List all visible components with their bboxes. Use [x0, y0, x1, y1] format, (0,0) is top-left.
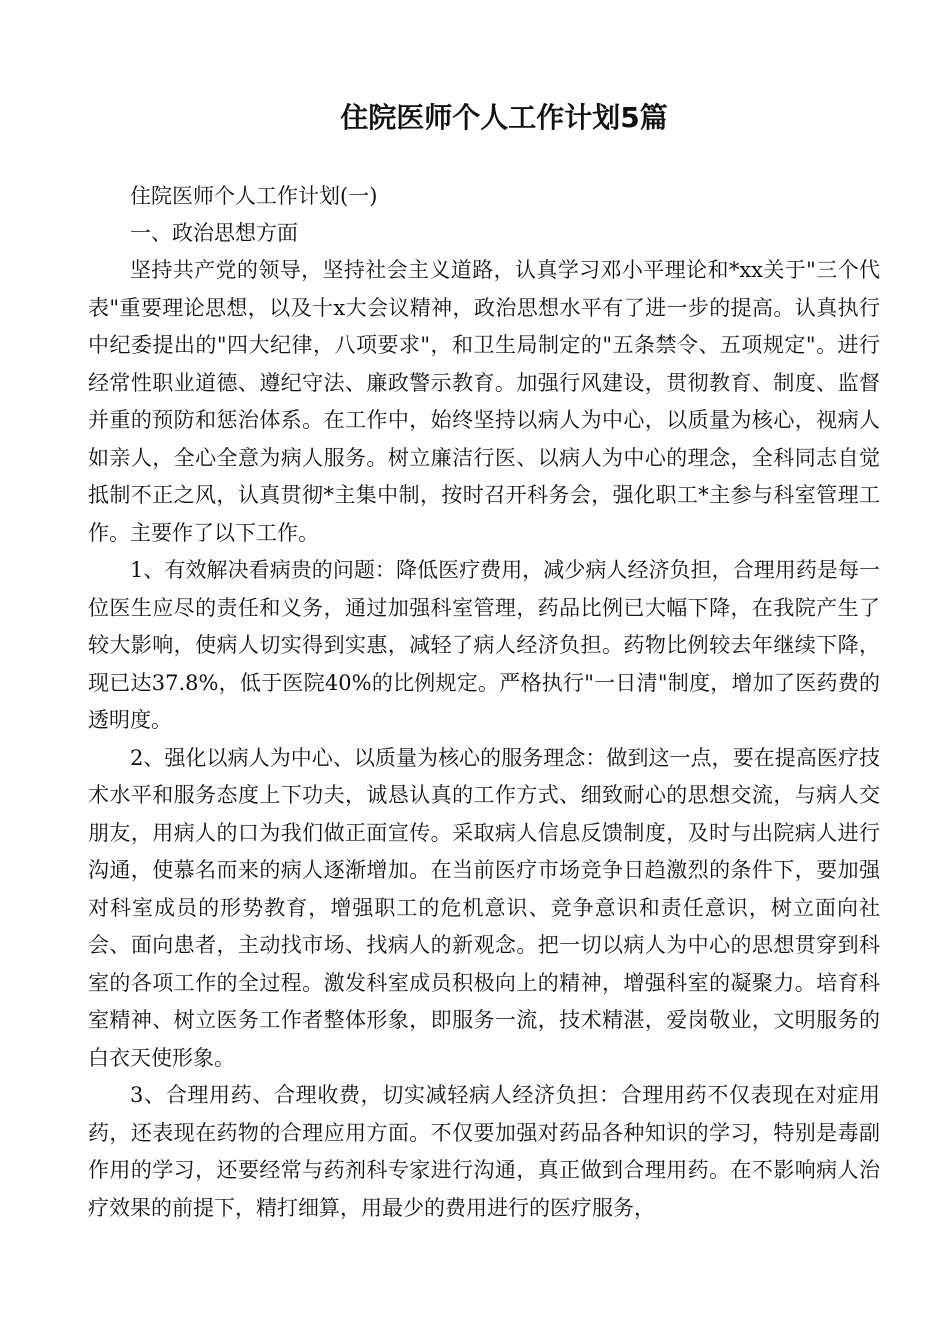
paragraph-intro: 坚持共产党的领导，坚持社会主义道路，认真学习邓小平理论和*xx关于"三个代表"重要理论思想，以及十x大会议精神，政治思想水平有了进一步的提高。认真执行中纪委提出的"四大纪律，八项要求"，和卫生局制定的"五条禁令、五项规定"。进行经常性职业道德、遵纪守法、廉政警示教育。加强行风建设，贯彻教育、制度、监督并重的预防和惩治体系。在工作中，始终坚持以病人为中心，以质量为核心，视病人如亲人，全心全意为病人服务。树立廉洁行医、以病人为中心的理念，全科同志自觉抵制不正之风，认真贯彻*主集中制，按时召开科务会，强化职工*主参与科室管理工作。主要作了以下工作。	[88, 258, 880, 545]
document-page	[88, 96, 880, 1227]
paragraph-item-3: 3、合理用药、合理收费，切实减轻病人经济负担：合理用药不仅表现在对症用药，还表现在药物的合理应用方面。不仅要加强对药品各种知识的学习，特别是毒副作用的学习，还要经常与药剂科专家进行沟通，真正做到合理用药。在不影响病人治疗效果的前提下，精打细算，用最少的费用进行的医疗服务，	[88, 1083, 880, 1220]
section-heading-politics: 一、政治思想方面	[130, 221, 298, 245]
paragraph-item-1: 1、有效解决看病贵的问题：降低医疗费用，减少病人经济负担，合理用药是每一位医生应尽的责任和义务，通过加强科室管理，药品比例已大幅下降，在我院产生了较大影响，使病人切实得到实惠，减轻了病人经济负担。药物比例较去年继续下降，现已达37.8%，低于医院40%的比例规定。严格执行"一日清"制度，增加了医药费的透明度。	[88, 558, 880, 732]
paragraph-item-2: 2、强化以病人为中心、以质量为核心的服务理念：做到这一点，要在提高医疗技术水平和服务态度上下功夫，诚恳认真的工作方式、细致耐心的思想交流，与病人交朋友，用病人的口为我们做正面宣传。采取病人信息反馈制度，及时与出院病人进行沟通，使慕名而来的病人逐渐增加。在当前医疗市场竞争日趋激烈的条件下，要加强对科室成员的形势教育，增强职工的危机意识、竞争意识和责任意识，树立面向社会、面向患者，主动找市场、找病人的新观念。把一切以病人为中心的思想贯穿到科室的各项工作的全过程。激发科室成员积极向上的精神，增强科室的凝聚力。培育科室精神、树立医务工作者整体形象，即服务一流，技术精湛，爱岗敬业，文明服务的白衣天使形象。	[88, 745, 880, 1070]
document-title: 住院医师个人工作计划5篇	[340, 101, 668, 134]
section-title: 住院医师个人工作计划(一)	[130, 184, 378, 208]
